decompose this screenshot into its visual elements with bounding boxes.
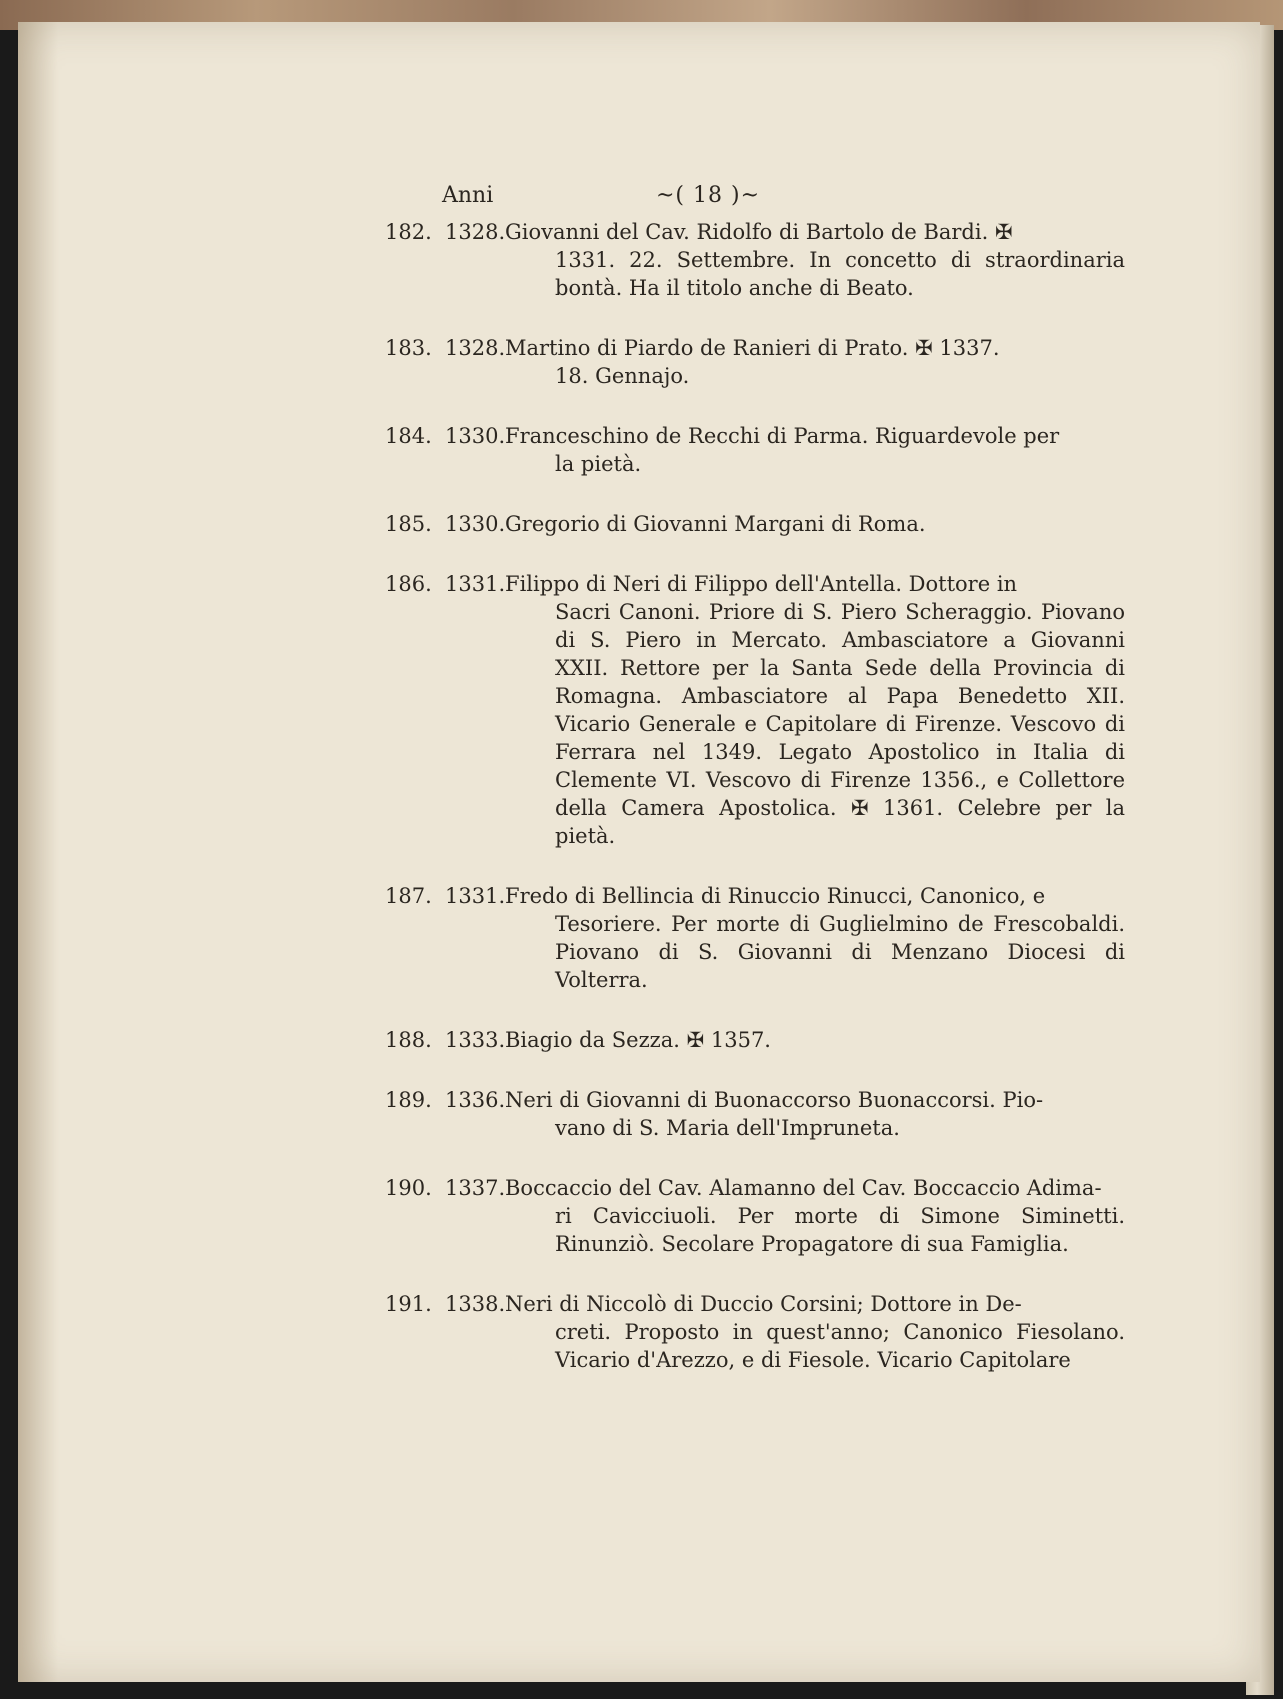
entry-text: 18. Gennajo. <box>555 364 690 388</box>
entry-year: 1330. <box>445 424 506 448</box>
entry-year: 1336. <box>445 1088 506 1112</box>
entry-year: 1337. <box>445 1176 506 1200</box>
column-label-anni: Anni <box>442 183 494 208</box>
list-item <box>385 510 1125 538</box>
entry-text: Tesoriere. Per morte di Guglielmino de Frescobaldi. Piovano di S. Giovanni di Menzano Diocesi di Volterra. <box>555 912 1125 992</box>
entry-first-line: Neri di Giovanni di Buonaccorso Buonaccorsi. Pio- <box>505 1088 1044 1112</box>
list-item <box>385 422 1125 478</box>
entry-first-line: Neri di Niccolò di Duccio Corsini; Dottore in De- <box>505 1292 1022 1316</box>
page-gutter-shadow <box>18 22 58 1682</box>
entry-first-line: Gregorio di Giovanni Margani di Roma. <box>505 512 926 536</box>
entry-number: 185. <box>385 512 432 536</box>
entry-number: 184. <box>385 424 432 448</box>
list-item <box>385 1026 1125 1054</box>
entry-text: la pietà. <box>555 452 642 476</box>
list-item <box>385 334 1125 390</box>
entry-first-line: Giovanni del Cav. Ridolfo di Bartolo de Bardi. ✠ <box>505 220 1013 244</box>
entry-number: 187. <box>385 884 432 908</box>
list-item <box>385 882 1125 994</box>
entry-year: 1331. <box>445 572 506 596</box>
entry-text: ri Cavicciuoli. Per morte di Simone Siminetti. Rinunziò. Secolare Propagatore di sua Famiglia. <box>555 1204 1125 1256</box>
entry-number: 182. <box>385 220 432 244</box>
entry-year: 1328. <box>445 220 506 244</box>
entry-first-line: Martino di Piardo de Ranieri di Prato. ✠ 1337. <box>505 336 1000 360</box>
entry-list <box>385 218 1125 1406</box>
entry-first-line: Boccaccio del Cav. Alamanno del Cav. Boccaccio Adima- <box>505 1176 1102 1200</box>
list-item <box>385 570 1125 850</box>
list-item <box>385 1086 1125 1142</box>
page-number: ~( 18 )~ <box>656 183 761 208</box>
entry-text: vano di S. Maria dell'Impruneta. <box>555 1116 900 1140</box>
list-item <box>385 218 1125 302</box>
entry-number: 190. <box>385 1176 432 1200</box>
entry-year: 1330. <box>445 512 506 536</box>
list-item <box>385 1174 1125 1258</box>
entry-number: 189. <box>385 1088 432 1112</box>
entry-year: 1328. <box>445 336 506 360</box>
page-header <box>442 183 1132 219</box>
entry-first-line: Filippo di Neri di Filippo dell'Antella. Dottore in <box>505 572 1018 596</box>
entry-text: Sacri Canoni. Priore di S. Piero Scheraggio. Piovano di S. Piero in Mercato. Ambasciatore a Giovanni XXII. Rettore per la Santa Sede della Provincia di Romagna. Ambasciatore al Papa Benedetto XII. Vicario Generale e Capitolare di Firenze. Vescovo di Ferrara nel 1349. Legato Apostolico in Italia di Clemente VI. Vescovo di Firenze 1356., e Collettore della Camera Apostolica. ✠ 1361. Celebre per la pietà. <box>555 600 1125 848</box>
entry-number: 183. <box>385 336 432 360</box>
list-item <box>385 1290 1125 1374</box>
entry-year: 1333. <box>445 1028 506 1052</box>
entry-year: 1338. <box>445 1292 506 1316</box>
entry-text: 1331. 22. Settembre. In concetto di straordinaria bontà. Ha il titolo anche di Beato. <box>555 248 1125 300</box>
entry-first-line: Fredo di Bellincia di Rinuccio Rinucci, Canonico, e <box>505 884 1046 908</box>
entry-first-line: Franceschino de Recchi di Parma. Riguardevole per <box>505 424 1060 448</box>
entry-first-line: Biagio da Sezza. ✠ 1357. <box>505 1028 771 1052</box>
entry-number: 191. <box>385 1292 432 1316</box>
entry-number: 188. <box>385 1028 432 1052</box>
entry-text: creti. Proposto in quest'anno; Canonico Fiesolano. Vicario d'Arezzo, e di Fiesole. Vicario Capitolare <box>555 1320 1125 1372</box>
entry-number: 186. <box>385 572 432 596</box>
entry-year: 1331. <box>445 884 506 908</box>
